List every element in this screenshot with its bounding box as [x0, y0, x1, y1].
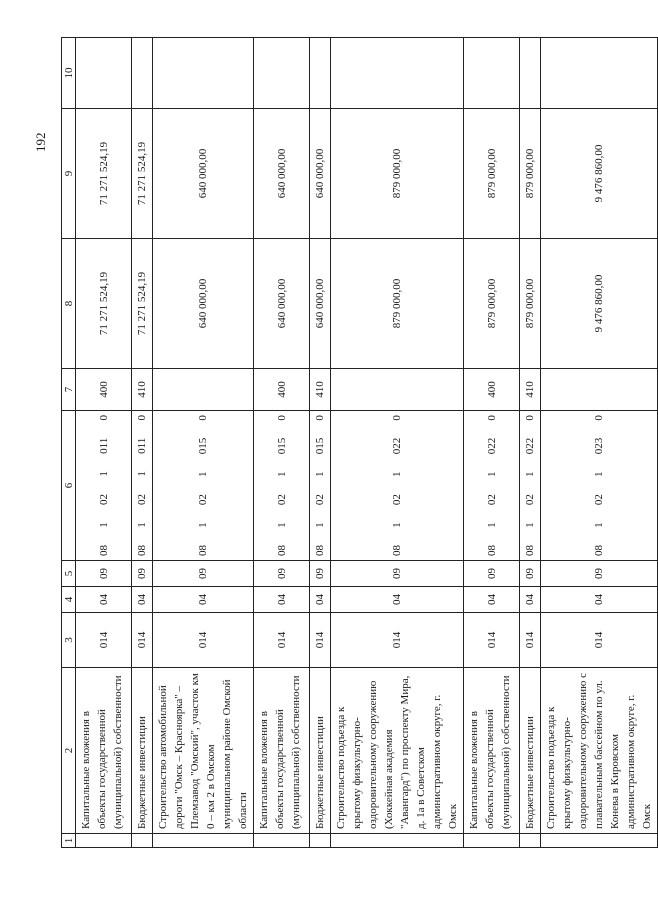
- row-col8-amount: 640 000,00: [153, 239, 254, 369]
- row-col8-amount: 71 271 524,19: [132, 239, 153, 369]
- row-col7-cell: [153, 369, 254, 411]
- csr-code-part: 0: [136, 415, 148, 421]
- table-row: [132, 38, 153, 848]
- csr-code-part: 1: [593, 471, 605, 477]
- csr-code-part: 02: [391, 494, 403, 506]
- csr-code-part: 011: [136, 437, 148, 454]
- row-col7-cell: 400: [254, 369, 310, 411]
- row-col9-amount: 879 000,00: [520, 109, 541, 239]
- csr-code-part: 0: [485, 415, 498, 421]
- row-description: Капитальные вложения в объекты государственной (муниципальной) собственности: [76, 668, 132, 834]
- row-col10-cell: [76, 38, 132, 109]
- table-row: [331, 38, 464, 848]
- csr-code-part: 0: [314, 415, 326, 421]
- row-csr-cell: [541, 411, 658, 561]
- row-csr-cell: [76, 411, 132, 561]
- csr-code-part: 015: [275, 437, 288, 455]
- row-col3-cell: 014: [254, 613, 310, 668]
- row-col10-cell: [310, 38, 331, 109]
- row-col5-cell: 09: [520, 561, 541, 587]
- table-row: [464, 38, 520, 848]
- row-col5-cell: 09: [132, 561, 153, 587]
- row-csr-cell: [520, 411, 541, 561]
- csr-code-part: 022: [524, 437, 536, 455]
- csr-code-part: 1: [275, 522, 288, 528]
- csr-code-part: 011: [97, 437, 110, 454]
- row-col10-cell: [520, 38, 541, 109]
- csr-code-part: 02: [485, 494, 498, 506]
- row-col3-cell: 014: [331, 613, 464, 668]
- row-description: Капитальные вложения в объекты государственной (муниципальной) собственности: [254, 668, 310, 834]
- row-csr-cell: [331, 411, 464, 561]
- row-col9-amount: 640 000,00: [310, 109, 331, 239]
- csr-code-part: 1: [197, 522, 209, 528]
- csr-code: [486, 415, 498, 556]
- row-col3-cell: 014: [132, 613, 153, 668]
- csr-code-part: 02: [314, 494, 326, 506]
- row-col1-cell: [254, 834, 310, 848]
- csr-code-part: 1: [197, 471, 209, 477]
- row-col8-amount: 879 000,00: [520, 239, 541, 369]
- row-col3-cell: 014: [310, 613, 331, 668]
- csr-code: [524, 415, 536, 556]
- row-col10-cell: [132, 38, 153, 109]
- csr-code-part: 1: [314, 522, 326, 528]
- row-col1-cell: [331, 834, 464, 848]
- csr-code: [136, 415, 148, 556]
- csr-code-part: 1: [524, 522, 536, 528]
- row-col1-cell: [464, 834, 520, 848]
- row-col8-amount: 879 000,00: [464, 239, 520, 369]
- row-description: Строительство автомобильной дороги "Омск – Красноярка" – Племзавод "Омский", участок км 0 – км 2 в Омском муниципальном районе Омской области: [153, 668, 254, 834]
- csr-code-part: 0: [197, 415, 209, 421]
- row-col5-cell: 09: [331, 561, 464, 587]
- row-col4-cell: 04: [310, 587, 331, 613]
- row-description: Бюджетные инвестиции: [310, 668, 331, 834]
- row-col7-cell: 400: [76, 369, 132, 411]
- row-description: Бюджетные инвестиции: [520, 668, 541, 834]
- row-col9-amount: 71 271 524,19: [132, 109, 153, 239]
- row-col4-cell: 04: [541, 587, 658, 613]
- column-header-3: 3: [62, 613, 76, 668]
- row-col9-amount: 879 000,00: [464, 109, 520, 239]
- csr-code-part: 1: [391, 522, 403, 528]
- row-col4-cell: 04: [254, 587, 310, 613]
- csr-code-part: 1: [593, 522, 605, 528]
- row-col1-cell: [132, 834, 153, 848]
- row-col4-cell: 04: [464, 587, 520, 613]
- csr-code-part: 02: [593, 494, 605, 506]
- table-row: [76, 38, 132, 848]
- table-row: [153, 38, 254, 848]
- csr-code-part: 015: [314, 437, 326, 455]
- row-csr-cell: [153, 411, 254, 561]
- csr-code-part: 022: [485, 437, 498, 455]
- row-col10-cell: [541, 38, 658, 109]
- table-row: [541, 38, 658, 848]
- row-col1-cell: [153, 834, 254, 848]
- row-col1-cell: [310, 834, 331, 848]
- row-col8-amount: 640 000,00: [254, 239, 310, 369]
- row-col1-cell: [76, 834, 132, 848]
- row-col9-amount: 640 000,00: [254, 109, 310, 239]
- csr-code-part: 08: [593, 545, 605, 556]
- csr-code-part: 1: [136, 471, 148, 477]
- row-col5-cell: 09: [254, 561, 310, 587]
- row-col1-cell: [541, 834, 658, 848]
- row-csr-cell: [254, 411, 310, 561]
- row-description: Строительство подъезда к крытому физкультурно-оздоровительному сооружению с плавательным бассейном по ул. Конева в Кировском административном округе, г. Омск: [541, 668, 658, 834]
- row-col3-cell: 014: [541, 613, 658, 668]
- column-header-9: 9: [62, 109, 76, 239]
- row-col3-cell: 014: [464, 613, 520, 668]
- csr-code-part: 1: [97, 471, 110, 477]
- csr-code: [391, 415, 403, 556]
- row-col9-amount: 879 000,00: [331, 109, 464, 239]
- csr-code-part: 0: [593, 415, 605, 421]
- csr-code-part: 1: [97, 522, 110, 528]
- row-col1-cell: [520, 834, 541, 848]
- csr-code: [197, 415, 209, 556]
- table-header: [62, 38, 76, 848]
- csr-code: [593, 415, 605, 556]
- row-col8-amount: 640 000,00: [310, 239, 331, 369]
- csr-code-part: 015: [197, 437, 209, 455]
- csr-code-part: 1: [314, 471, 326, 477]
- row-col4-cell: 04: [132, 587, 153, 613]
- row-col5-cell: 09: [464, 561, 520, 587]
- table-row: [520, 38, 541, 848]
- header-row: [62, 38, 76, 848]
- csr-code-part: 023: [593, 437, 605, 455]
- csr-code-part: 02: [524, 494, 536, 506]
- csr-code-part: 1: [391, 471, 403, 477]
- column-header-6: 6: [62, 411, 76, 561]
- csr-code-part: 1: [485, 471, 498, 477]
- row-col5-cell: 09: [76, 561, 132, 587]
- row-col7-cell: [331, 369, 464, 411]
- csr-code-part: 1: [136, 522, 148, 528]
- row-col4-cell: 04: [331, 587, 464, 613]
- csr-code-part: 08: [97, 545, 110, 556]
- page-number-text: 192: [33, 132, 48, 152]
- row-col7-cell: [541, 369, 658, 411]
- row-description: Бюджетные инвестиции: [132, 668, 153, 834]
- row-col7-cell: 410: [310, 369, 331, 411]
- column-header-1: 1: [62, 834, 76, 848]
- column-header-8: 8: [62, 239, 76, 369]
- csr-code-part: 08: [136, 545, 148, 556]
- row-col4-cell: 04: [76, 587, 132, 613]
- row-csr-cell: [464, 411, 520, 561]
- row-col8-amount: 879 000,00: [331, 239, 464, 369]
- csr-code-part: 0: [275, 415, 288, 421]
- csr-code-part: 022: [391, 437, 403, 455]
- row-csr-cell: [132, 411, 153, 561]
- csr-code-part: 02: [197, 494, 209, 506]
- csr-code-part: 08: [391, 545, 403, 556]
- row-col4-cell: 04: [520, 587, 541, 613]
- budget-table: [61, 37, 658, 848]
- table-row: [310, 38, 331, 848]
- csr-code-part: 02: [97, 493, 110, 505]
- csr-code-part: 08: [524, 545, 536, 556]
- csr-code-part: 08: [314, 545, 326, 556]
- csr-code: [98, 415, 110, 556]
- row-col7-cell: 410: [132, 369, 153, 411]
- row-col8-amount: 9 476 860,00: [541, 239, 658, 369]
- row-col5-cell: 09: [310, 561, 331, 587]
- row-col3-cell: 014: [76, 613, 132, 668]
- row-col7-cell: 400: [464, 369, 520, 411]
- row-col9-amount: 640 000,00: [153, 109, 254, 239]
- csr-code-part: 1: [275, 471, 288, 477]
- csr-code-part: 08: [485, 545, 498, 556]
- row-col10-cell: [153, 38, 254, 109]
- row-col7-cell: 410: [520, 369, 541, 411]
- column-header-5: 5: [62, 561, 76, 587]
- row-col10-cell: [254, 38, 310, 109]
- csr-code-part: 08: [197, 545, 209, 556]
- row-col3-cell: 014: [153, 613, 254, 668]
- table-body: [76, 38, 658, 848]
- csr-code-part: 02: [275, 494, 288, 506]
- row-col4-cell: 04: [153, 587, 254, 613]
- csr-code-part: 02: [136, 493, 148, 505]
- column-header-2: 2: [62, 668, 76, 834]
- column-header-4: 4: [62, 587, 76, 613]
- row-col8-amount: 71 271 524,19: [76, 239, 132, 369]
- column-header-10: 10: [62, 38, 76, 109]
- csr-code-part: 1: [485, 522, 498, 528]
- row-col9-amount: 71 271 524,19: [76, 109, 132, 239]
- table-row: [254, 38, 310, 848]
- csr-code-part: 0: [524, 415, 536, 421]
- csr-code: [314, 415, 326, 556]
- row-col9-amount: 9 476 860,00: [541, 109, 658, 239]
- csr-code: [276, 415, 288, 556]
- row-col3-cell: 014: [520, 613, 541, 668]
- row-col5-cell: 09: [153, 561, 254, 587]
- row-col10-cell: [331, 38, 464, 109]
- row-description: Капитальные вложения в объекты государственной (муниципальной) собственности: [464, 668, 520, 834]
- row-csr-cell: [310, 411, 331, 561]
- csr-code-part: 0: [391, 415, 403, 421]
- csr-code-part: 08: [275, 545, 288, 556]
- budget-table-wrapper: [61, 38, 653, 848]
- row-col10-cell: [464, 38, 520, 109]
- row-description: Строительство подъезда к крытому физкультурно-оздоровительному сооружению (Хоккейная академия "Авангард") по проспекту Мира, д. 1а в Советском административном округе, г. Омск: [331, 668, 464, 834]
- csr-code-part: 1: [524, 471, 536, 477]
- csr-code-part: 0: [97, 415, 110, 421]
- column-header-7: 7: [62, 369, 76, 411]
- row-col5-cell: 09: [541, 561, 658, 587]
